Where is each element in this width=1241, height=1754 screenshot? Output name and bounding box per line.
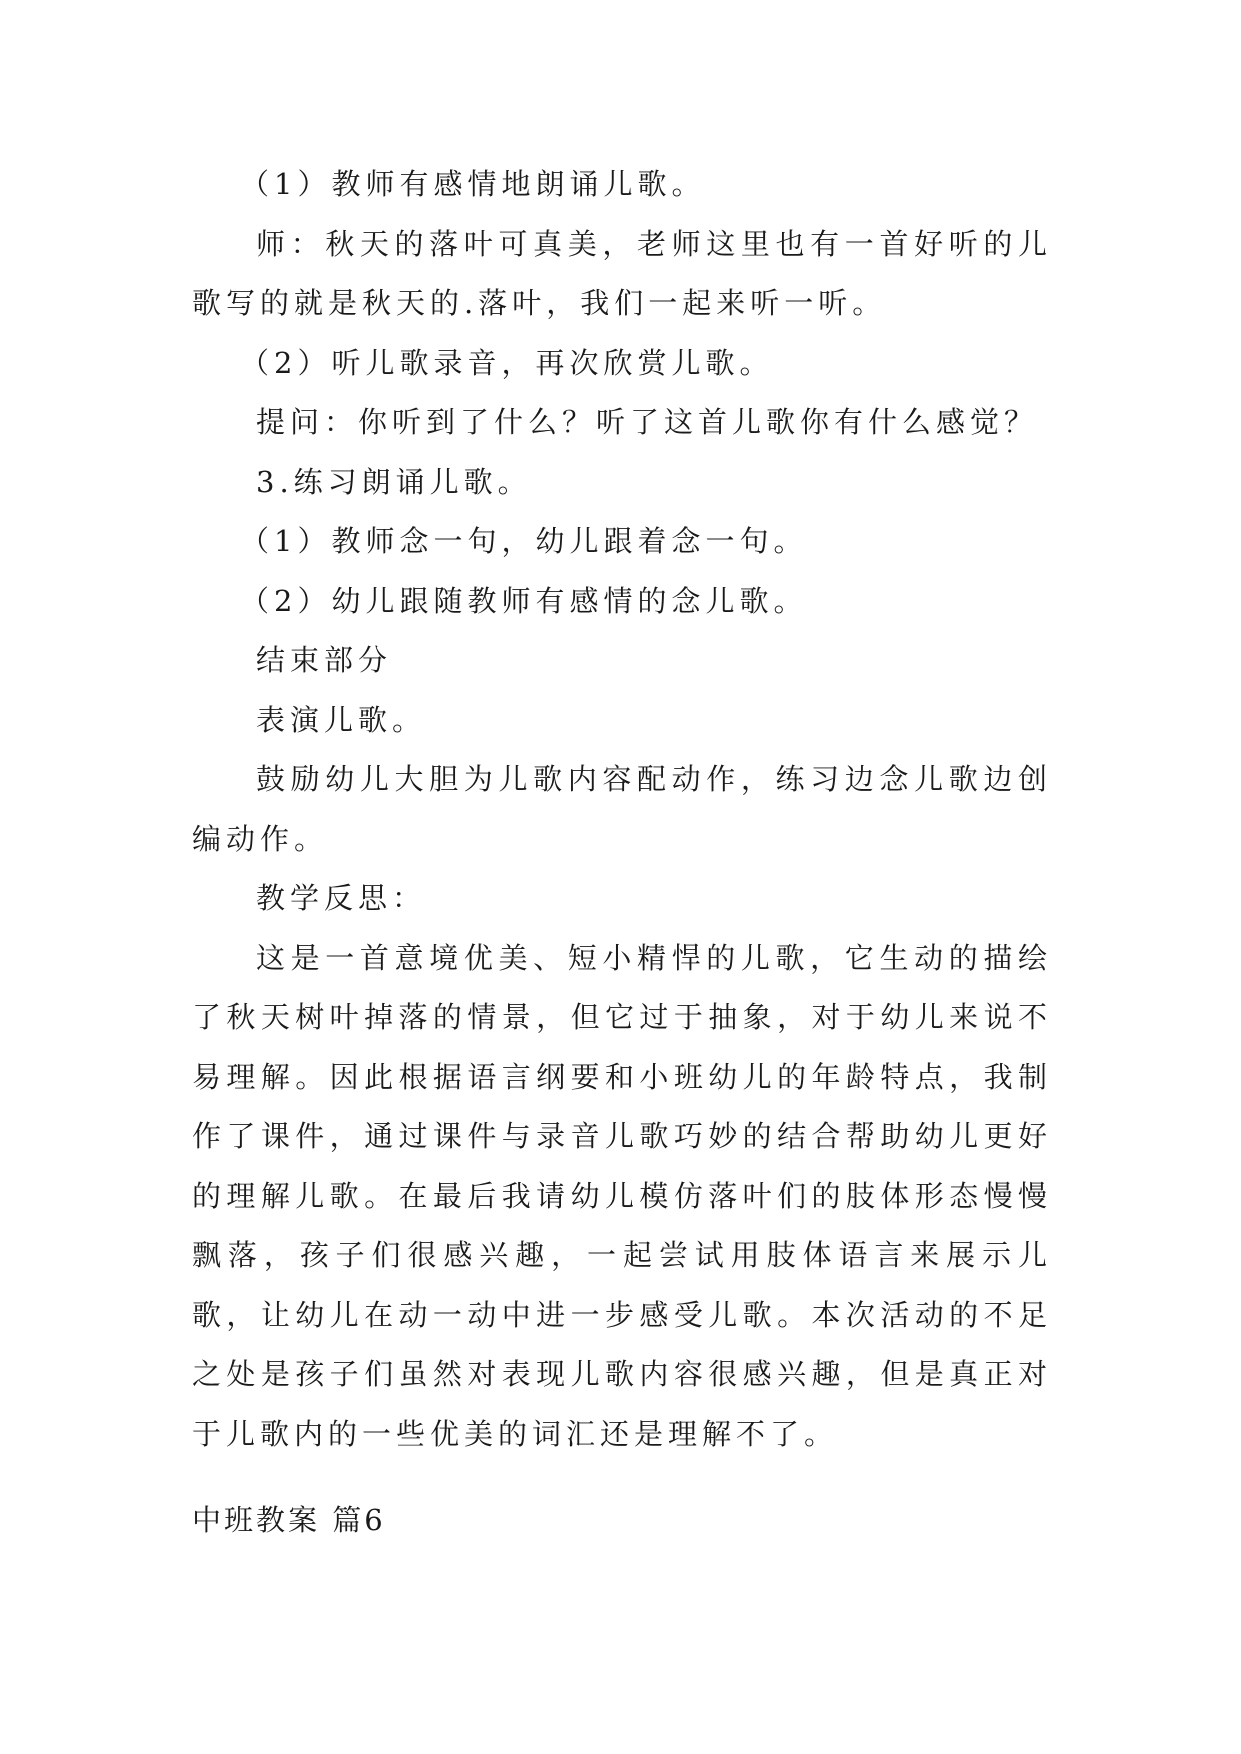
- document-body: [192, 155, 1052, 1464]
- paragraph-encourage: 鼓励幼儿大胆为儿歌内容配动作，练习边念儿歌边创编动作。: [192, 762, 1052, 856]
- paragraph-reflection-body: 这是一首意境优美、短小精悍的儿歌，它生动的描绘了秋天树叶掉落的情景，但它过于抽象，对于幼儿来说不易理解。因此根据语言纲要和小班幼儿的年龄特点，我制作了课件，通过课件与录音儿歌巧妙的结合帮助幼儿更好的理解儿歌。在最后我请幼儿模仿落叶们的肢体形态慢慢飘落，孩子们很感兴趣，一起尝试用肢体语言来展示儿歌，让幼儿在动一动中进一步感受儿歌。本次活动的不足之处是孩子们虽然对表现儿歌内容很感兴趣，但是真正对于儿歌内的一些优美的词汇还是理解不了。: [192, 940, 1052, 1451]
- paragraph-teacher-recite: （1）教师有感情地朗诵儿歌。: [240, 167, 706, 201]
- paragraph-practice-step-2: （2）幼儿跟随教师有感情的念儿歌。: [240, 583, 808, 618]
- section-title: 中班教案 篇6: [192, 1503, 386, 1537]
- document-page: [192, 0, 1052, 1754]
- paragraph-reflection-heading: 教学反思：: [256, 881, 427, 915]
- paragraph-practice-step-1: （1）教师念一句，幼儿跟着念一句。: [240, 524, 808, 558]
- paragraph-teacher-intro: 师：秋天的落叶可真美，老师这里也有一首好听的儿歌写的就是秋天的.落叶，我们一起来听一听。: [192, 226, 1052, 320]
- paragraph-ending-section: 结束部分: [256, 643, 393, 677]
- paragraph-question: 提问：你听到了什么？听了这首儿歌你有什么感觉？: [256, 405, 1039, 439]
- paragraph-listen-recording: （2）听儿歌录音，再次欣赏儿歌。: [240, 345, 774, 380]
- paragraph-practice-heading: 3.练习朗诵儿歌。: [256, 464, 532, 499]
- paragraph-perform: 表演儿歌。: [256, 702, 427, 737]
